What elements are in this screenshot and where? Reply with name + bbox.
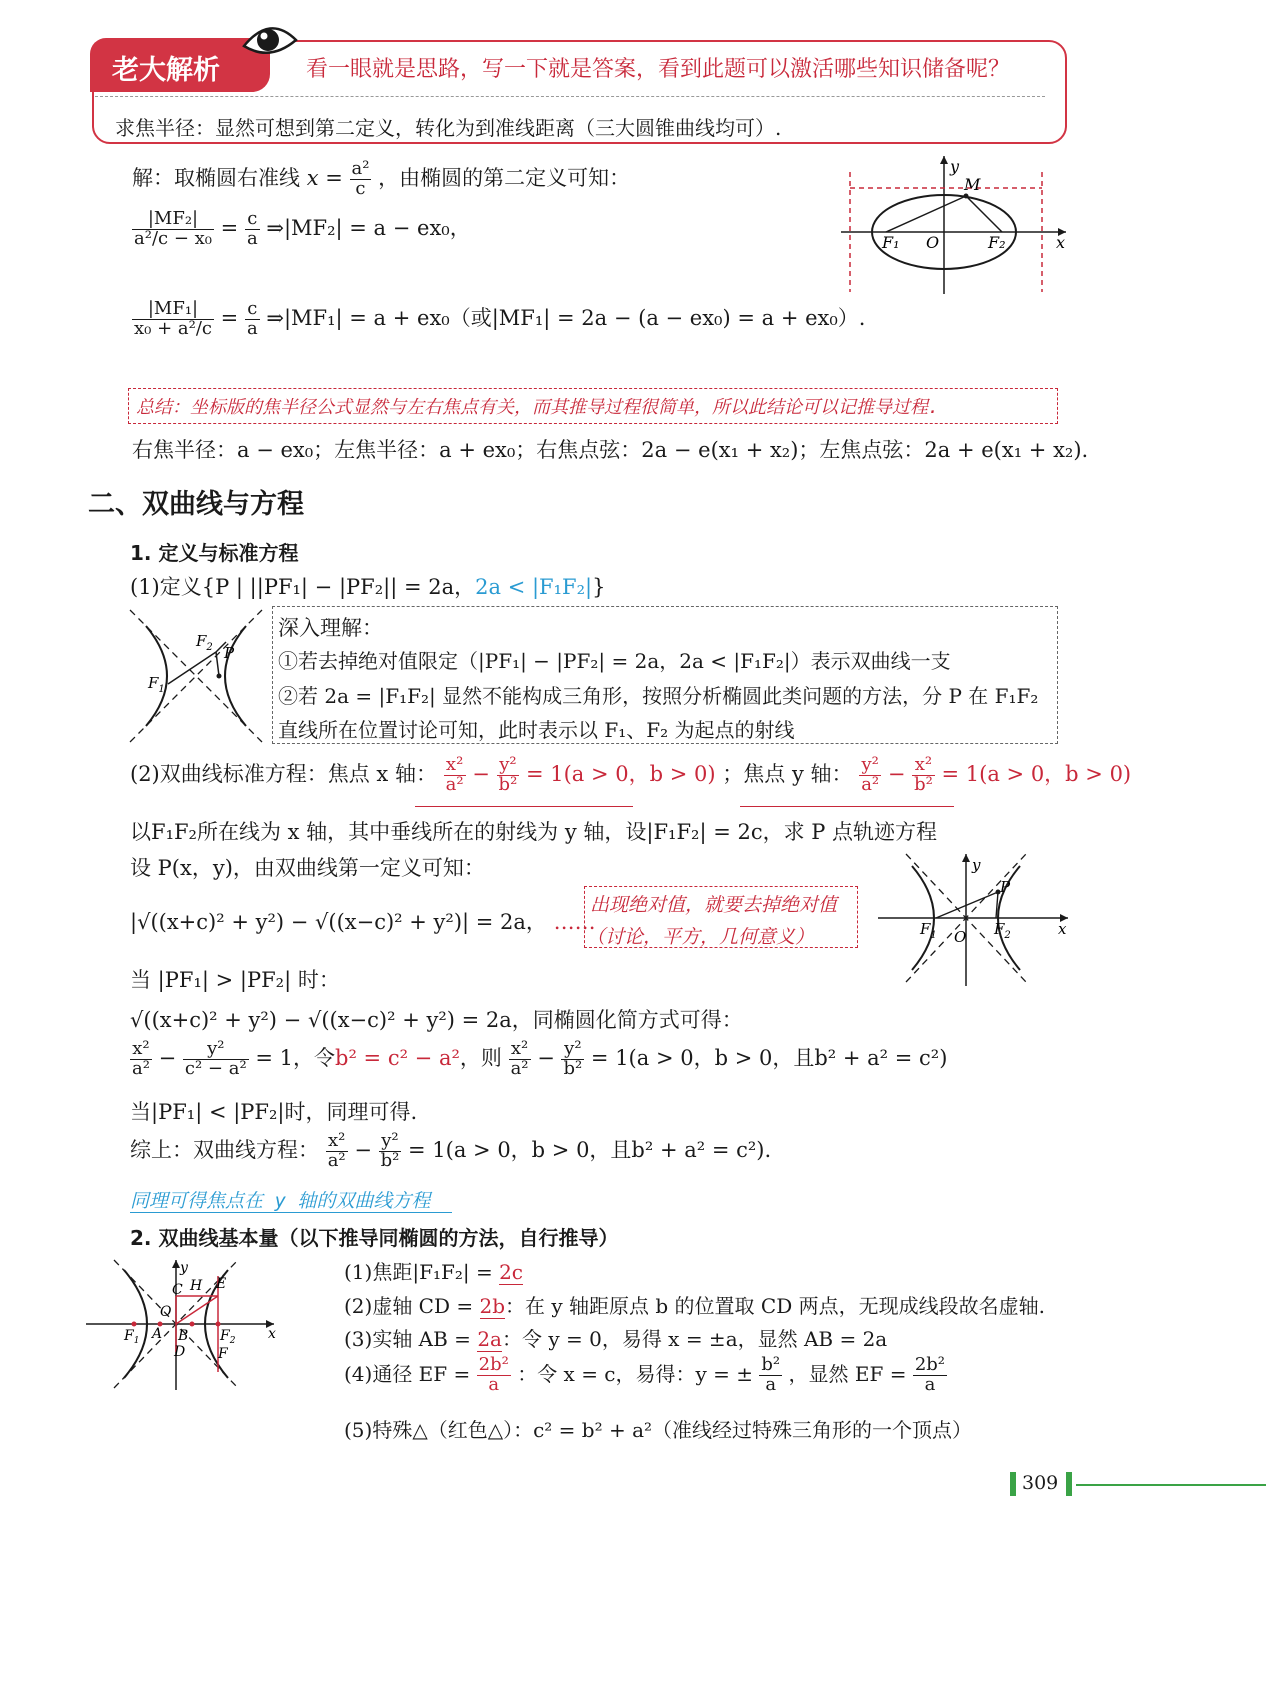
svg-text:y: y bbox=[972, 856, 981, 874]
svg-text:M: M bbox=[964, 175, 981, 194]
svg-text:x: x bbox=[1056, 233, 1066, 252]
svg-text:x: x bbox=[1058, 920, 1067, 938]
page-number: 309 bbox=[1022, 1472, 1059, 1494]
svg-text:B: B bbox=[178, 1328, 189, 1344]
svg-text:C: C bbox=[172, 1282, 183, 1298]
case-2-line: 当|PF₁| < |PF₂|时，同理可得. bbox=[130, 1100, 418, 1124]
ellipse-figure bbox=[836, 152, 1076, 297]
banner-hint: 求焦半径：显然可想到第二定义，转化为到准线距离（三大圆锥曲线均可）. bbox=[115, 116, 782, 140]
deep-point-3: 直线所在位置讨论可知，此时表示以 F₁、F₂ 为起点的射线 bbox=[278, 718, 795, 742]
svg-text:A: A bbox=[152, 1326, 163, 1342]
quantity-focal-distance: (1)焦距|F₁F₂| = 2c bbox=[344, 1260, 524, 1284]
svg-text:y: y bbox=[950, 157, 960, 176]
definition-line: (1)定义{P | ||PF₁| − |PF₂|| = 2a，2a < |F₁F₂|} bbox=[130, 575, 606, 599]
std-y-underline bbox=[740, 806, 954, 807]
absolute-note-2: （讨论，平方，几何意义） bbox=[586, 926, 815, 948]
simplification-line: $\frac{\text{x²}}{\text{a²}}$ − $\frac{\text{y²}}{\text{c² − a²}}$ = 1，令b² = c² − a²，则 $\frac{\text{x²}}{\text{a²}}$ − $\frac{\text{y²}}{\text{b²}}$ = 1(a > 0，b > 0，且b² + a² = c²) bbox=[132, 1038, 948, 1079]
svg-text:H: H bbox=[190, 1278, 203, 1294]
conclusion-line: 综上：双曲线方程： $\frac{\text{x²}}{\text{a²}}$ − $\frac{\text{y²}}{\text{b²}}$ = 1(a > 0，b > 0，且b² + a² = c²). bbox=[130, 1130, 772, 1171]
absolute-note-1: 出现绝对值，就要去掉绝对值 bbox=[590, 894, 838, 916]
y-axis-note-underline bbox=[130, 1212, 452, 1213]
banner-label: 老大解析 bbox=[112, 55, 220, 86]
subsection-1-title: 1. 定义与标准方程 bbox=[130, 541, 299, 565]
quantity-imaginary-axis: (2)虚轴 CD = 2b：在 y 轴距原点 b 的位置取 CD 两点，无现成线段故名虚轴. bbox=[344, 1294, 1045, 1318]
page-number-bar-left bbox=[1010, 1472, 1016, 1496]
hyperbola-definition-figure bbox=[126, 606, 266, 746]
quantity-special-triangle: (5)特殊△（红色△）：c² = b² + a²（准线经过特殊三角形的一个顶点） bbox=[344, 1418, 973, 1442]
quantity-latus-rectum: (4)通径 EF = $\frac{\text{2b²}}{a}$ ：令 x = c，易得：y = ± $\frac{\text{b²}}{a}$ ，显然 EF = $\frac{\text{2b²}}{a}$ bbox=[344, 1354, 946, 1395]
hyperbola-locus-figure bbox=[876, 848, 1076, 988]
subsection-2-title: 2. 双曲线基本量（以下推导同椭圆的方法，自行推导） bbox=[130, 1226, 619, 1250]
svg-text:y: y bbox=[180, 1260, 188, 1276]
deep-title: 深入理解： bbox=[278, 616, 383, 640]
equation-mf1: $\frac{\text{|MF₁|}}{\text{x₀ + a²/c}}$ = $\frac{c}{a}$ ⇒|MF₁| = a + ex₀（或|MF₁| = 2a − (a − ex₀) = a + ex₀）. bbox=[134, 298, 866, 339]
svg-text:F₂: F₂ bbox=[988, 233, 1006, 252]
svg-text:F2: $F_2$ bbox=[220, 1328, 236, 1346]
setup-line-1: 以F₁F₂所在线为 x 轴，其中垂线所在的射线为 y 轴，设|F₁F₂| = 2c，求 P 点轨迹方程 bbox=[130, 820, 938, 844]
page-number-rule bbox=[1076, 1484, 1266, 1486]
focal-radius-formulas: 右焦半径：a − ex₀；左焦半径：a + ex₀；右焦点弦：2a − e(x₁ + x₂)；左焦点弦：2a + e(x₁ + x₂). bbox=[132, 438, 1089, 462]
case-1-equation: √((x+c)² + y²) − √((x−c)² + y²) = 2a，同椭圆化简方式可得： bbox=[130, 1008, 743, 1032]
solution-intro: 解：取椭圆右准线 x = $\frac{\text{a²}}{c}$ ，由椭圆的第二定义可知： bbox=[132, 158, 631, 199]
absolute-equation: |√((x+c)² + y²) − √((x−c)² + y²)| = 2a， …… bbox=[130, 910, 596, 934]
svg-text:F₁: F₁ bbox=[882, 233, 900, 252]
banner-divider bbox=[95, 96, 1045, 97]
svg-text:P: P bbox=[224, 644, 235, 662]
svg-text:F1: $F_1$ bbox=[124, 1328, 140, 1346]
summary-text: 总结：坐标版的焦半径公式显然与左右焦点有关，而其推导过程很简单，所以此结论可以记推导过程. bbox=[136, 397, 939, 418]
section-title: 二、双曲线与方程 bbox=[88, 489, 304, 520]
std-x-underline bbox=[415, 806, 633, 807]
svg-text:F2: $F_2$ bbox=[994, 920, 1011, 941]
setup-line-2: 设 P(x，y)，由双曲线第一定义可知： bbox=[130, 856, 485, 880]
page-number-bar-right bbox=[1066, 1472, 1072, 1496]
standard-equation-line: (2)双曲线标准方程：焦点 x 轴： $\frac{\text{x²}}{\text{a²}}$ − $\frac{\text{y²}}{\text{b²}}$ = 1(a > 0，b > 0) ；焦点 y 轴： $\frac{\text{y²}}{\text{a²}}$ − $\frac{\text{x²}}{\text{b²}}$ = 1(a > 0，b > 0) bbox=[130, 754, 1132, 795]
eye-icon bbox=[240, 16, 300, 62]
svg-text:F2: $F_2$ bbox=[196, 632, 213, 653]
svg-text:O: O bbox=[160, 1304, 172, 1320]
y-axis-note: 同理可得焦点在 y 轴的双曲线方程 bbox=[130, 1190, 431, 1212]
svg-text:D: D bbox=[174, 1344, 186, 1360]
svg-text:F1: $F_1$ bbox=[920, 920, 937, 941]
svg-text:F: F bbox=[218, 1346, 228, 1362]
banner-slogan: 看一眼就是思路，写一下就是答案，看到此题可以激活哪些知识储备呢？ bbox=[306, 57, 1011, 82]
svg-text:O: O bbox=[926, 233, 940, 252]
equation-mf2: $\frac{\text{|MF₂|}}{\text{a²/c − x₀}}$ = $\frac{c}{a}$ ⇒|MF₂| = a − ex₀， bbox=[134, 208, 471, 249]
svg-text:P: P bbox=[1000, 878, 1011, 896]
svg-text:E: E bbox=[216, 1276, 227, 1292]
svg-text:O: O bbox=[954, 928, 967, 946]
svg-text:F1: $F_1$ bbox=[148, 674, 165, 695]
deep-point-1: ①若去掉绝对值限定（|PF₁| − |PF₂| = 2a，2a < |F₁F₂|）表示双曲线一支 bbox=[278, 649, 951, 673]
quantity-real-axis: (3)实轴 AB = 2a：令 y = 0，易得 x = ±a，显然 AB = 2a bbox=[344, 1327, 888, 1351]
svg-text:x: x bbox=[268, 1326, 276, 1342]
deep-point-2: ②若 2a = |F₁F₂| 显然不能构成三角形，按照分析椭圆此类问题的方法，分 P 在 F₁F₂ bbox=[278, 684, 1039, 708]
hyperbola-quantities-figure bbox=[84, 1256, 284, 1392]
case-1-line: 当 |PF₁| > |PF₂| 时： bbox=[130, 968, 340, 992]
